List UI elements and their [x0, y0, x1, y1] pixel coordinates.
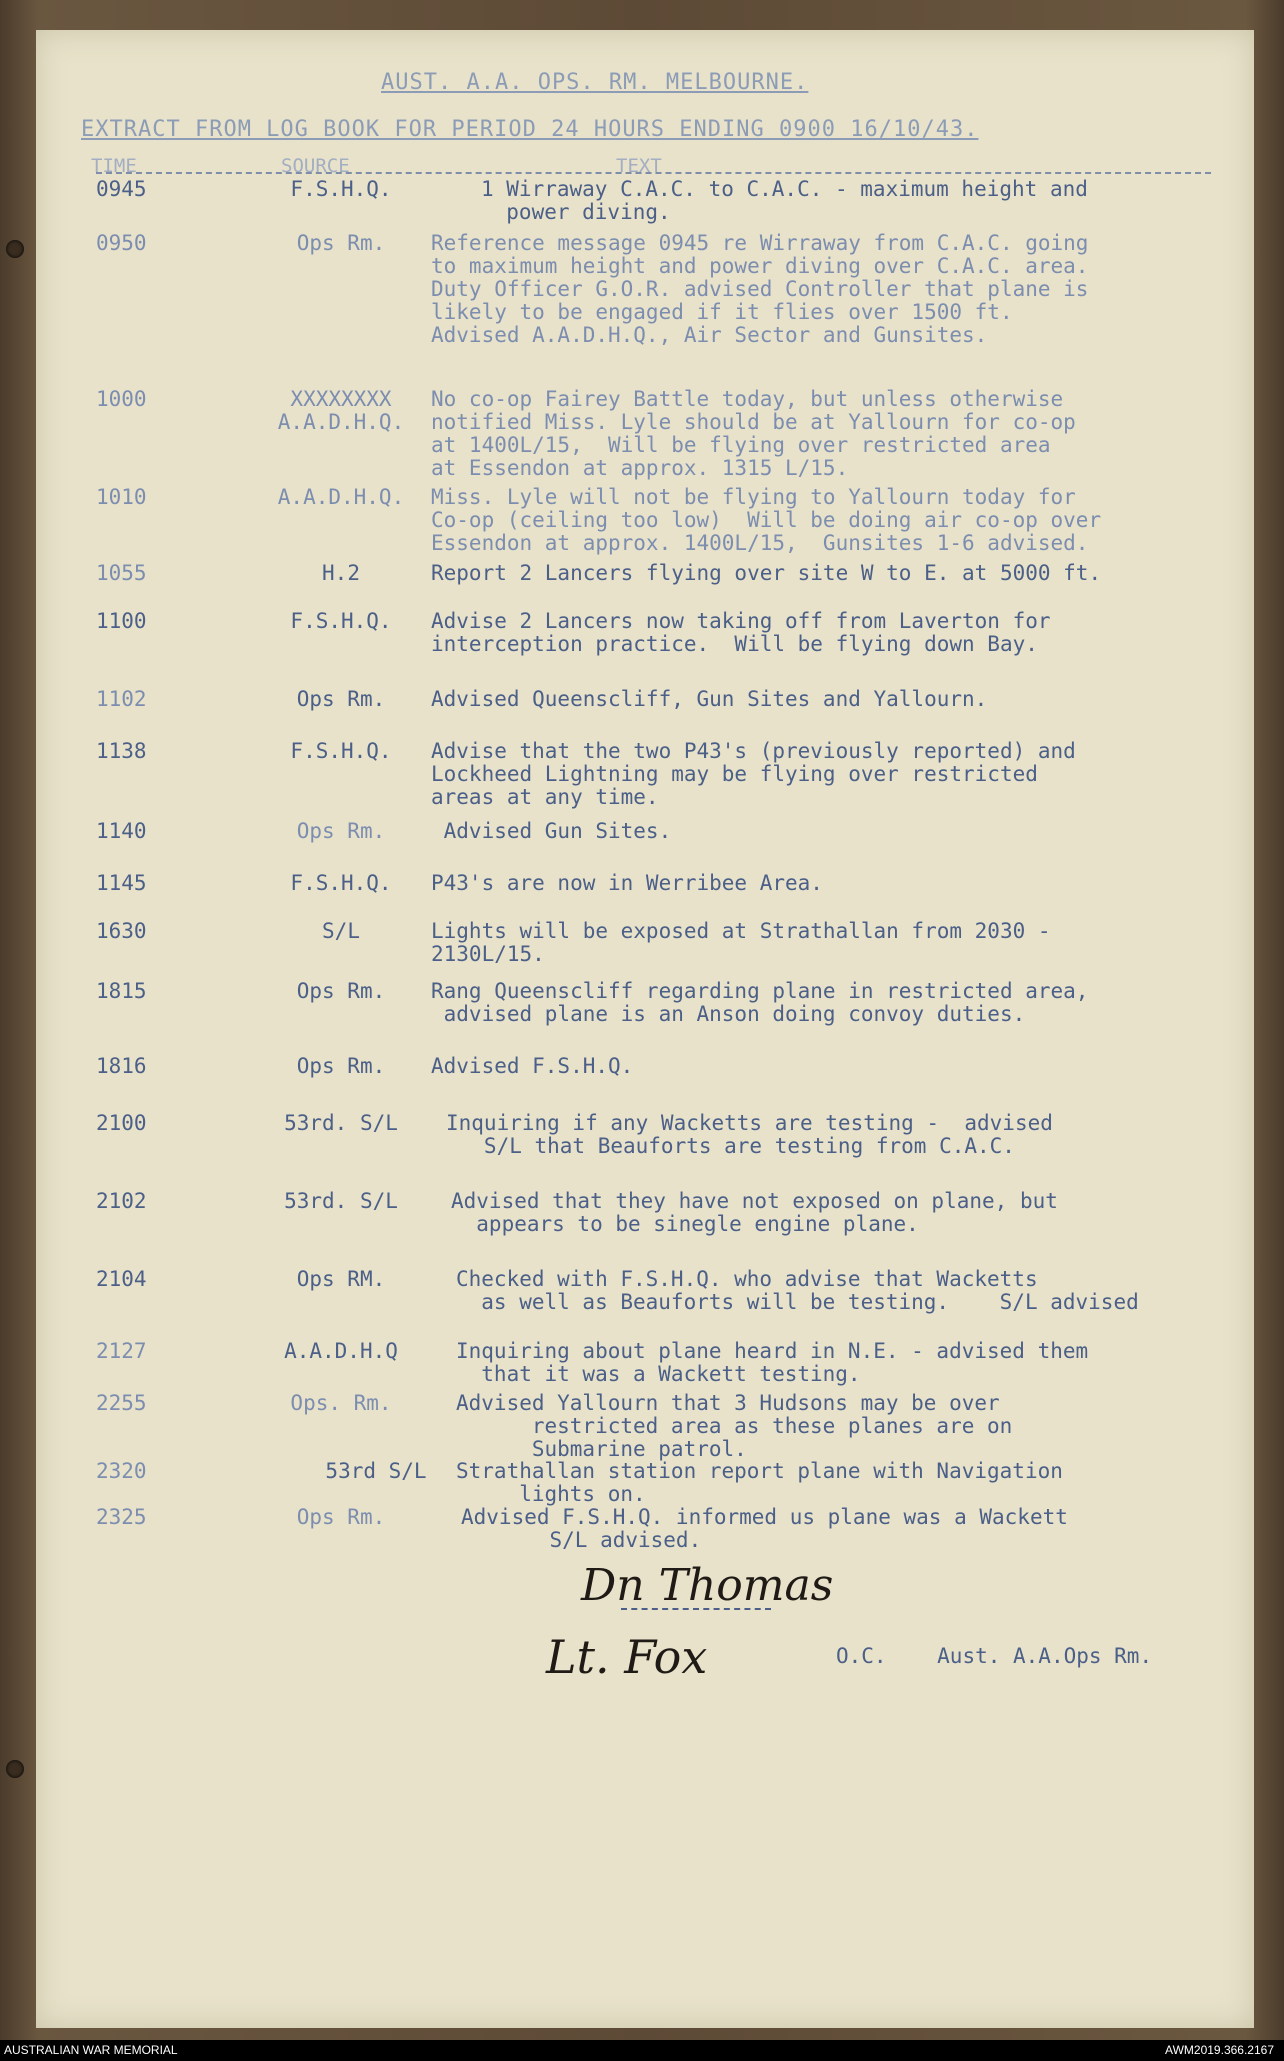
- entry-time: 2102: [96, 1189, 147, 1213]
- entry-time: 1010: [96, 485, 147, 509]
- entry-text: Report 2 Lancers flying over site W to E. at 5000 ft.: [431, 561, 1102, 585]
- footer-accession: AWM2019.366.2167: [1165, 2043, 1274, 2057]
- entry-source: Ops Rm.: [296, 1505, 386, 1529]
- entry-time: 2100: [96, 1111, 147, 1135]
- entry-time: 2255: [96, 1391, 147, 1415]
- entry-text: 1 Wirraway C.A.C. to C.A.C. - maximum height and power diving.: [481, 177, 1088, 224]
- entry-source: F.S.H.Q.: [290, 177, 392, 201]
- signature-rule: [621, 1608, 771, 1610]
- header-rule: [96, 172, 1211, 174]
- entry-text: Advised Queenscliff, Gun Sites and Yallourn.: [431, 687, 988, 711]
- entry-time: 1055: [96, 561, 147, 585]
- column-header-source: SOURCE: [281, 155, 350, 177]
- entry-time: 0945: [96, 177, 147, 201]
- entry-text: No co-op Fairey Battle today, but unless otherwise notified Miss. Lyle should be at Yallourn for co-op at 1400L/15, Will be flying over restricted area at Essendon at approx. 1315 L/15.: [431, 387, 1076, 480]
- entry-time: 1145: [96, 871, 147, 895]
- entry-text: Checked with F.S.H.Q. who advise that Wacketts as well as Beauforts will be testing. S/L advised: [456, 1267, 1139, 1314]
- entry-text: Reference message 0945 re Wirraway from C.A.C. going to maximum height and power diving over C.A.C. area. Duty Officer G.O.R. advised Controller that plane is likely to be engaged if it flies over 1500 ft. Advised A.A.D.H.Q., Air Sector and Gunsites.: [431, 231, 1089, 347]
- oc-label: O.C.: [836, 1644, 887, 1668]
- entry-text: Advised F.S.H.Q.: [431, 1054, 634, 1078]
- entry-text: Advise 2 Lancers now taking off from Laverton for interception practice. Will be flying down Bay.: [431, 609, 1051, 656]
- oc-designation: [836, 1644, 1152, 1668]
- entry-source: 53rd. S/L: [284, 1111, 398, 1135]
- entry-source: Ops. Rm.: [290, 1391, 392, 1415]
- entry-source: F.S.H.Q.: [290, 739, 392, 763]
- entry-source: 53rd. S/L: [284, 1189, 398, 1213]
- footer-credit: AUSTRALIAN WAR MEMORIAL: [4, 2043, 178, 2057]
- entry-text: P43's are now in Werribee Area.: [431, 871, 823, 895]
- entry-text: Lights will be exposed at Strathallan from 2030 - 2130L/15.: [431, 919, 1051, 966]
- entry-time: 1000: [96, 387, 147, 411]
- entry-time: 1102: [96, 687, 147, 711]
- entry-source: Ops RM.: [296, 1267, 386, 1291]
- entry-time: 1815: [96, 979, 147, 1003]
- entry-text: Advise that the two P43's (previously reported) and Lockheed Lightning may be flying over restricted areas at any time.: [431, 739, 1076, 809]
- binder-hole: [6, 240, 24, 258]
- document-heading: AUST. A.A. OPS. RM. MELBOURNE.: [381, 70, 809, 95]
- entry-source: Ops Rm.: [296, 819, 386, 843]
- entry-source: Ops Rm.: [296, 1054, 386, 1078]
- entry-time: 1816: [96, 1054, 147, 1078]
- entry-source: Ops Rm.: [296, 979, 386, 1003]
- entry-text: Inquiring about plane heard in N.E. - advised them that it was a Wackett testing.: [456, 1339, 1089, 1386]
- entry-source: F.S.H.Q.: [290, 871, 392, 895]
- entry-time: 1630: [96, 919, 147, 943]
- column-header-text: TEXT: [616, 155, 662, 177]
- entry-time: 2325: [96, 1505, 147, 1529]
- entry-text: Strathallan station report plane with Navigation lights on.: [456, 1459, 1063, 1506]
- entry-text: Advised Yallourn that 3 Hudsons may be over restricted area as these planes are on Submarine patrol.: [456, 1391, 1013, 1461]
- entry-time: 2104: [96, 1267, 147, 1291]
- binder-hole: [6, 1760, 24, 1778]
- entry-source: F.S.H.Q.: [290, 609, 392, 633]
- column-header-time: TIME: [91, 155, 137, 177]
- unit-name: Aust. A.A.Ops Rm.: [937, 1644, 1153, 1668]
- entry-source: A.A.D.H.Q: [284, 1339, 398, 1363]
- entry-text: Advised Gun Sites.: [431, 819, 672, 843]
- entry-time: 2320: [96, 1459, 147, 1483]
- entry-time: 1140: [96, 819, 147, 843]
- entry-time: 0950: [96, 231, 147, 255]
- document-subheading: EXTRACT FROM LOG BOOK FOR PERIOD 24 HOURS ENDING 0900 16/10/43.: [81, 117, 979, 142]
- entry-source: XXXXXXXX A.A.D.H.Q.: [277, 387, 405, 434]
- entry-source: Ops Rm.: [296, 687, 386, 711]
- entry-time: 1100: [96, 609, 147, 633]
- signature-officer: Dn Thomas: [581, 1560, 834, 1611]
- entry-text: Miss. Lyle will not be flying to Yallourn today for Co-op (ceiling too low) Will be doing air co-op over Essendon at approx. 1400L/15, Gunsites 1-6 advised.: [431, 485, 1102, 555]
- entry-text: Advised F.S.H.Q. informed us plane was a Wackett S/L advised.: [461, 1505, 1068, 1552]
- entry-source: Ops Rm.: [296, 231, 386, 255]
- signature-oc: Lt. Fox: [546, 1630, 708, 1684]
- entry-source: A.A.D.H.Q.: [277, 485, 405, 509]
- entry-text: Inquiring if any Wacketts are testing - advised S/L that Beauforts are testing from C.A.C.: [446, 1111, 1053, 1158]
- entry-source: 53rd S/L: [325, 1459, 427, 1483]
- entry-source: H.2: [322, 561, 360, 585]
- entry-time: 1138: [96, 739, 147, 763]
- footer-bar: [0, 2040, 1284, 2061]
- document-sheet: [36, 30, 1254, 2028]
- entry-text: Advised that they have not exposed on plane, but appears to be sinegle engine plane.: [451, 1189, 1058, 1236]
- entry-text: Rang Queenscliff regarding plane in restricted area, advised plane is an Anson doing convoy duties.: [431, 979, 1089, 1026]
- entry-time: 2127: [96, 1339, 147, 1363]
- entry-source: S/L: [322, 919, 360, 943]
